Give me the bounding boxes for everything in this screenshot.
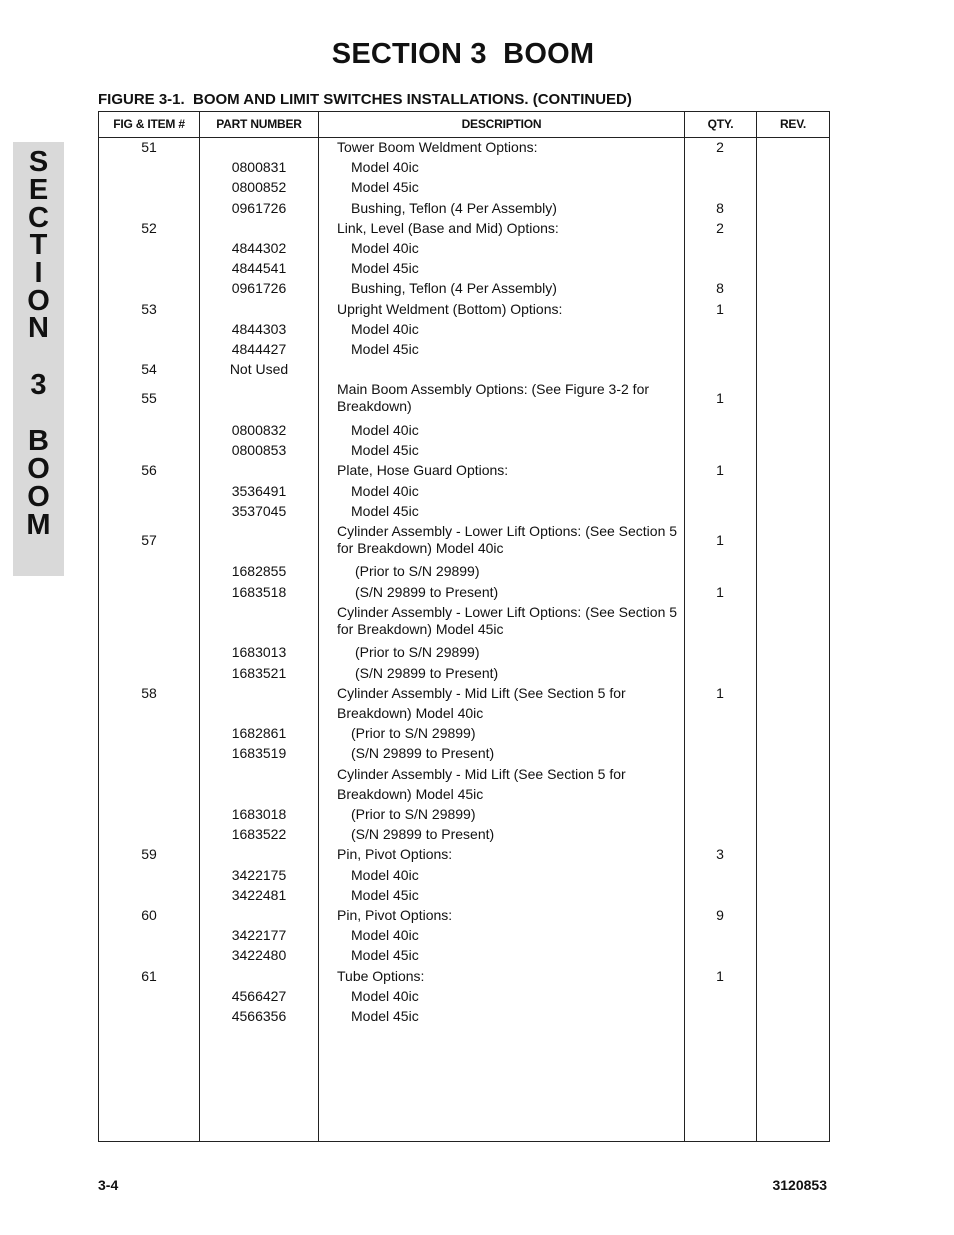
- table-row: [99, 1008, 829, 1028]
- qty-cell: 2: [716, 139, 724, 155]
- parts-table: [98, 111, 830, 1142]
- table-row: [99, 462, 829, 482]
- description-cell: (Prior to S/N 29899): [355, 563, 480, 580]
- description-cell: (S/N 29899 to Present): [355, 664, 499, 681]
- table-row: [99, 220, 829, 240]
- table-row: [99, 483, 829, 503]
- part-number-cell: 1683519: [231, 745, 287, 762]
- description-cell: Model 45ic: [351, 179, 419, 196]
- table-row: [99, 705, 829, 725]
- part-number-cell: 1682855: [231, 563, 287, 580]
- part-number-cell: 4844541: [231, 260, 287, 277]
- description-cell: Breakdown) Model 40ic: [337, 704, 484, 721]
- part-number-cell: 4566427: [231, 987, 287, 1004]
- table-row: [99, 947, 829, 967]
- column-header-part-number: PART NUMBER: [216, 117, 302, 131]
- qty-cell: 1: [716, 531, 724, 548]
- part-number-cell: 0800832: [231, 421, 287, 438]
- part-number-cell: 0800852: [231, 179, 287, 196]
- description-cell: Model 40ic: [351, 866, 419, 883]
- part-number-cell: 4844303: [231, 320, 287, 337]
- table-row: [99, 260, 829, 280]
- description-cell: Bushing, Teflon (4 Per Assembly): [351, 280, 557, 297]
- part-number-cell: 1683521: [231, 664, 287, 681]
- description-cell: Model 45ic: [351, 886, 419, 903]
- side-tab-letter: S: [28, 146, 49, 178]
- qty-cell: 1: [716, 684, 724, 701]
- qty-cell: 1: [716, 462, 724, 479]
- description-cell: Link, Level (Base and Mid) Options:: [337, 219, 559, 236]
- part-number-cell: 4566356: [231, 1007, 287, 1024]
- qty-cell: 1: [716, 300, 724, 317]
- description-cell: Breakdown) Model 45ic: [337, 785, 484, 802]
- part-number-cell: 4844302: [231, 240, 287, 256]
- table-row: [99, 341, 829, 361]
- side-tab-letter: O: [27, 453, 50, 485]
- qty-cell: 1: [716, 583, 724, 600]
- side-tab-letter: O: [27, 285, 50, 317]
- table-row: [99, 907, 829, 927]
- section-side-tab: [13, 142, 64, 576]
- qty-cell: 3: [716, 846, 724, 863]
- part-number-cell: 1682861: [231, 725, 287, 742]
- table-row: [99, 988, 829, 1008]
- column-header-fig-item: FIG & ITEM #: [113, 117, 185, 131]
- part-number-cell: 0800853: [231, 442, 287, 459]
- side-tab-letter: 3: [30, 369, 47, 401]
- description-cell: Pin, Pivot Options:: [337, 906, 453, 923]
- part-number-cell: 3422177: [231, 927, 287, 944]
- fig-item-cell: 58: [141, 684, 157, 701]
- qty-cell: 1: [716, 390, 724, 407]
- description-cell: Main Boom Assembly Options: (See Figure 3-2 for Breakdown): [337, 381, 650, 415]
- side-tab-letter: T: [29, 229, 48, 261]
- description-cell: Model 40ic: [351, 320, 419, 337]
- description-cell: Tower Boom Weldment Options:: [337, 139, 538, 155]
- description-cell: Cylinder Assembly - Lower Lift Options: (See Section 5 for Breakdown) Model 45ic: [337, 603, 678, 637]
- qty-cell: 8: [716, 280, 724, 297]
- description-cell: Model 45ic: [351, 442, 419, 459]
- side-tab-letter: O: [27, 481, 50, 513]
- part-number-cell: 3422175: [231, 866, 287, 883]
- table-row: [99, 887, 829, 907]
- table-row: [99, 381, 829, 419]
- description-cell: Pin, Pivot Options:: [337, 846, 453, 863]
- table-row: [99, 644, 829, 664]
- description-cell: Model 45ic: [351, 502, 419, 519]
- table-row: [99, 665, 829, 685]
- part-number-cell: 4844427: [231, 341, 287, 357]
- side-tab-letter: N: [28, 312, 49, 344]
- column-header-rev: REV.: [779, 117, 807, 131]
- table-row: [99, 563, 829, 583]
- table-row: [99, 240, 829, 260]
- fig-item-cell: 54: [141, 361, 157, 378]
- side-tab-letter: B: [28, 425, 49, 457]
- side-tab-letter: I: [34, 257, 43, 289]
- side-tab-letter: E: [28, 174, 49, 206]
- part-number-cell: 0961726: [231, 199, 287, 216]
- table-row: [99, 523, 829, 561]
- column-header-qty: QTY.: [707, 117, 734, 131]
- table-row: [99, 321, 829, 341]
- table-row: [99, 806, 829, 826]
- table-row: [99, 159, 829, 179]
- description-cell: (S/N 29899 to Present): [351, 826, 495, 843]
- table-row: [99, 968, 829, 988]
- part-number-cell: 1683518: [231, 583, 287, 600]
- part-number-cell: 3536491: [231, 482, 287, 499]
- description-cell: Model 45ic: [351, 341, 419, 357]
- page-number: 3-4: [98, 1177, 119, 1193]
- description-cell: (Prior to S/N 29899): [355, 644, 480, 661]
- part-number-cell: 3422481: [231, 886, 287, 903]
- table-row: [99, 442, 829, 462]
- fig-item-cell: 53: [141, 300, 157, 317]
- part-number-cell: 1683522: [231, 826, 287, 843]
- qty-cell: 1: [716, 967, 724, 984]
- side-tab-letter: M: [26, 509, 51, 541]
- table-row: [99, 927, 829, 947]
- fig-item-cell: 52: [141, 219, 157, 236]
- figure-title: FIGURE 3-1. BOOM AND LIMIT SWITCHES INSTALLATIONS. (CONTINUED): [98, 91, 632, 108]
- table-row: [99, 280, 829, 300]
- table-row: [99, 361, 829, 381]
- description-cell: (S/N 29899 to Present): [355, 583, 499, 600]
- table-row: [99, 422, 829, 442]
- description-cell: Model 45ic: [351, 1007, 419, 1024]
- description-cell: Bushing, Teflon (4 Per Assembly): [351, 199, 557, 216]
- description-cell: Model 40ic: [351, 927, 419, 944]
- fig-item-cell: 55: [141, 390, 157, 407]
- header-divider: [99, 137, 829, 138]
- table-row: [99, 786, 829, 806]
- description-cell: Plate, Hose Guard Options:: [337, 462, 509, 479]
- description-cell: Model 45ic: [351, 947, 419, 964]
- page-title: SECTION 3 BOOM: [331, 38, 595, 70]
- fig-item-cell: 51: [141, 139, 157, 155]
- table-row: [99, 766, 829, 786]
- description-cell: (Prior to S/N 29899): [351, 725, 476, 742]
- fig-item-cell: 59: [141, 846, 157, 863]
- table-row: [99, 200, 829, 220]
- table-row: [99, 584, 829, 604]
- description-cell: Tube Options:: [337, 967, 425, 984]
- qty-cell: 8: [716, 199, 724, 216]
- description-cell: (S/N 29899 to Present): [351, 745, 495, 762]
- table-row: [99, 745, 829, 765]
- table-row: [99, 301, 829, 321]
- part-number-cell: 1683018: [231, 805, 287, 822]
- description-cell: Cylinder Assembly - Mid Lift (See Section 5 for: [337, 765, 626, 782]
- qty-cell: 2: [716, 219, 724, 236]
- part-number-cell: 1683013: [231, 644, 287, 661]
- description-cell: Model 40ic: [351, 240, 419, 256]
- part-number-cell: 0961726: [231, 280, 287, 297]
- fig-item-cell: 57: [141, 531, 157, 548]
- column-header-description: DESCRIPTION: [461, 117, 542, 131]
- fig-item-cell: 60: [141, 906, 157, 923]
- description-cell: Cylinder Assembly - Mid Lift (See Section 5 for: [337, 684, 626, 701]
- table-row: [99, 846, 829, 866]
- table-row: [99, 725, 829, 745]
- description-cell: Model 40ic: [351, 482, 419, 499]
- fig-item-cell: 61: [141, 967, 157, 984]
- qty-cell: 9: [716, 906, 724, 923]
- description-cell: (Prior to S/N 29899): [351, 805, 476, 822]
- table-row: [99, 685, 829, 705]
- document-number: 3120853: [772, 1177, 827, 1193]
- description-cell: Cylinder Assembly - Lower Lift Options: (See Section 5 for Breakdown) Model 40ic: [337, 522, 678, 556]
- table-row: [99, 826, 829, 846]
- table-row: [99, 867, 829, 887]
- description-cell: Model 40ic: [351, 421, 419, 438]
- description-cell: Model 40ic: [351, 987, 419, 1004]
- table-row: [99, 604, 829, 642]
- table-row: [99, 179, 829, 199]
- description-cell: Model 45ic: [351, 260, 419, 277]
- fig-item-cell: 56: [141, 462, 157, 479]
- table-row: [99, 139, 829, 159]
- part-number-cell: 0800831: [231, 159, 287, 176]
- side-tab-letter: C: [28, 202, 49, 234]
- part-number-cell: Not Used: [229, 361, 289, 378]
- part-number-cell: 3537045: [231, 502, 287, 519]
- description-cell: Model 40ic: [351, 159, 419, 176]
- description-cell: Upright Weldment (Bottom) Options:: [337, 300, 563, 317]
- table-row: [99, 503, 829, 523]
- part-number-cell: 3422480: [231, 947, 287, 964]
